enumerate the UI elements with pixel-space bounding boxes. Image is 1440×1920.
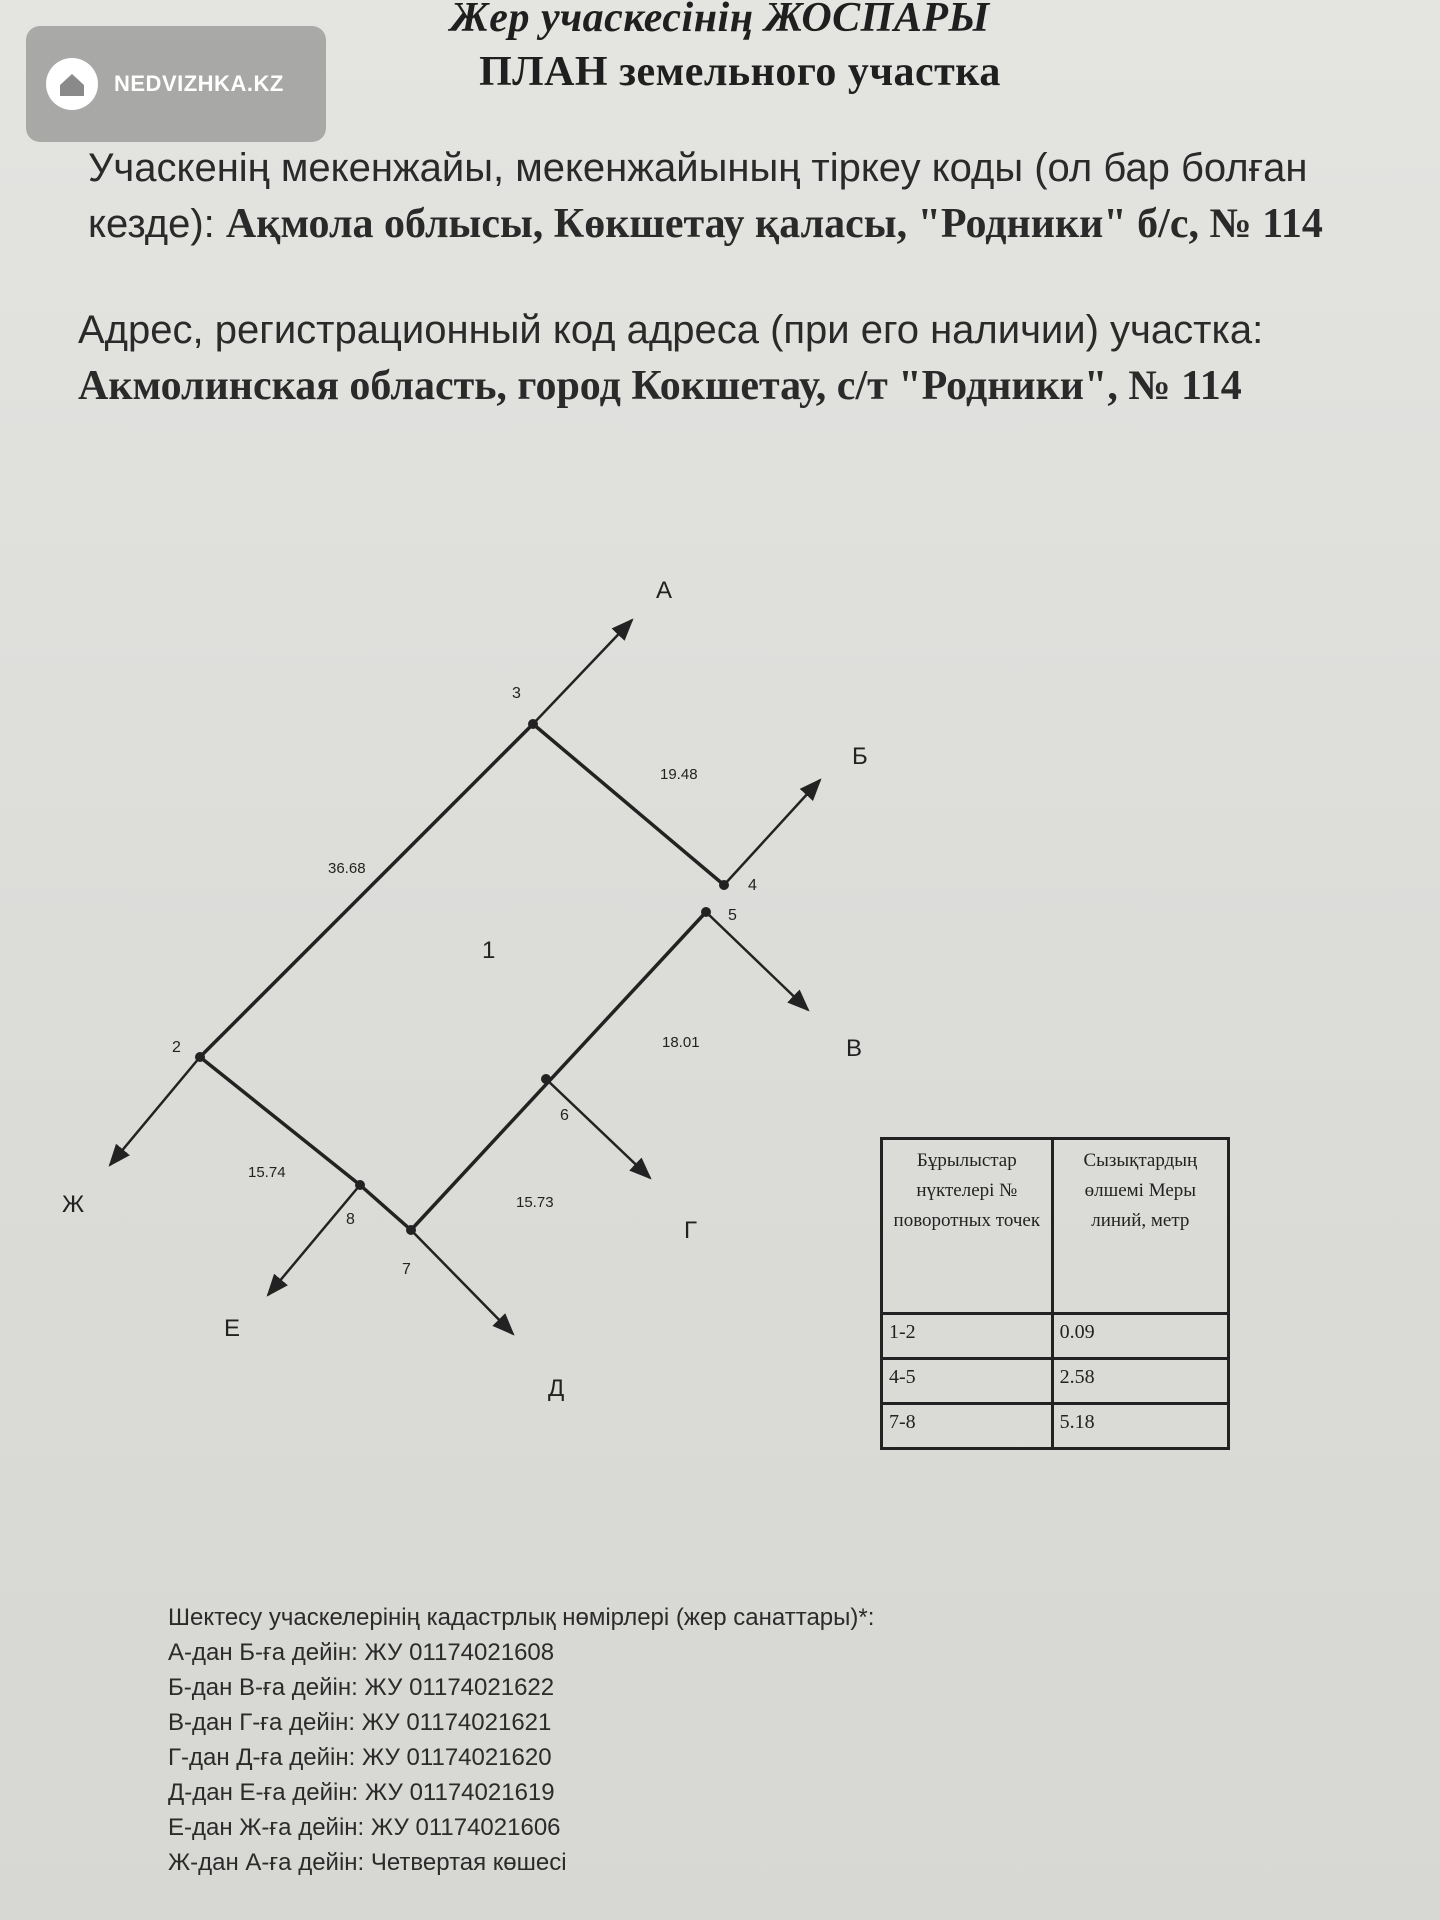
neighbor-parcels — [168, 1600, 1368, 1880]
point-label: 8 — [346, 1211, 355, 1228]
direction-labels — [62, 577, 868, 1402]
list-item: А-дан Б-ға дейін: ЖУ 01174021608 — [168, 1639, 555, 1666]
direction-label: Г — [684, 1217, 697, 1244]
parcel-outline — [200, 724, 724, 1230]
address-ru-value: Акмолинская область, город Кокшетау, с/т "Родники", № 114 — [78, 363, 1242, 409]
address-ru — [78, 302, 1378, 414]
edge-lengths — [248, 766, 700, 1211]
line-measures-table — [880, 1137, 1230, 1450]
point-label: 3 — [512, 685, 521, 702]
list-item: Б-дан В-ға дейін: ЖУ 01174021622 — [168, 1674, 555, 1701]
point-label: 7 — [402, 1261, 411, 1278]
parcel-number: 1 — [482, 937, 496, 964]
table-header-row — [882, 1139, 1229, 1314]
neighbors-heading: Шектесу учаскелерінің кадастрлық нөмірлері (жер санаттары)*: — [168, 1604, 875, 1631]
row-points: 4-5 — [882, 1359, 1053, 1404]
header-lengths: Сызықтардың өлшемі Меры линий, метр — [1052, 1139, 1228, 1314]
edge-length: 15.73 — [516, 1194, 554, 1211]
table-row — [882, 1359, 1229, 1404]
table-row — [882, 1404, 1229, 1449]
row-length: 0.09 — [1052, 1314, 1228, 1359]
edge-length: 18.01 — [662, 1034, 700, 1051]
list-item: Ж-дан А-ға дейін: Четвертая көшесі — [168, 1849, 567, 1876]
header-points: Бұрылыстар нүктелері № поворотных точек — [882, 1139, 1053, 1314]
direction-label: А — [656, 577, 673, 604]
point-label: 2 — [172, 1039, 181, 1056]
point-label: 6 — [560, 1107, 569, 1124]
direction-label: В — [846, 1035, 863, 1062]
list-item: Д-дан Е-ға дейін: ЖУ 01174021619 — [168, 1779, 555, 1806]
direction-arrows — [110, 620, 820, 1334]
list-item: Е-дан Ж-ға дейін: ЖУ 01174021606 — [168, 1814, 561, 1841]
address-kz-label: Учаскенің мекенжайы, мекенжайының тіркеу коды (ол бар болған кезде): — [88, 146, 1308, 246]
list-item: В-дан Г-ға дейін: ЖУ 01174021621 — [168, 1709, 552, 1736]
direction-label: Ж — [62, 1191, 85, 1218]
direction-label: Б — [852, 743, 868, 770]
watermark-text: NEDVIZHKA.KZ — [114, 71, 284, 96]
point-label: 5 — [728, 907, 737, 924]
row-length: 2.58 — [1052, 1359, 1228, 1404]
direction-label: Д — [548, 1375, 565, 1402]
edge-length: 15.74 — [248, 1164, 286, 1181]
address-ru-label: Адрес, регистрационный код адреса (при его наличии) участка: — [78, 308, 1264, 352]
table-row — [882, 1314, 1229, 1359]
row-points: 7-8 — [882, 1404, 1053, 1449]
list-item: Г-дан Д-ға дейін: ЖУ 01174021620 — [168, 1744, 552, 1771]
edge-length: 19.48 — [660, 766, 698, 783]
point-label: 4 — [748, 877, 757, 894]
direction-label: Е — [224, 1315, 241, 1342]
address-kz — [88, 140, 1388, 252]
title-ru: ПЛАН земельного участка — [479, 49, 1001, 95]
title-kz: Жер учаскесінің ЖОСПАРЫ — [450, 0, 990, 41]
row-points: 1-2 — [882, 1314, 1053, 1359]
row-length: 5.18 — [1052, 1404, 1228, 1449]
home-icon — [46, 58, 98, 110]
edge-length: 36.68 — [328, 860, 366, 877]
address-kz-value: Ақмола облысы, Көкшетау қаласы, "Родники" б/с, № 114 — [225, 201, 1323, 247]
